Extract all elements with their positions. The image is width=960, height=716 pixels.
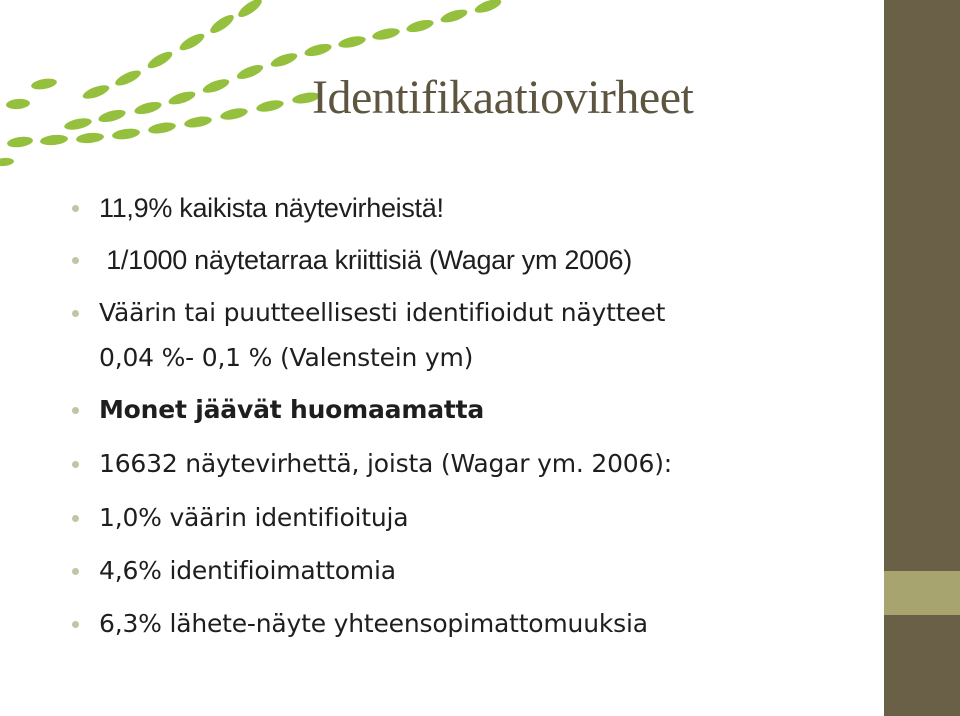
- bullet-text: Väärin tai puutteellisesti identifioidut näytteet: [99, 298, 666, 327]
- bullet-text: 16632 näytevirhettä, joista (Wagar ym. 2006):: [99, 449, 672, 478]
- bullet-dot-icon: [72, 205, 79, 212]
- slide-title: Identifikaatiovirheet: [312, 71, 694, 124]
- bullet-text: 1,0% väärin identifioituja: [99, 503, 409, 532]
- bullet-text: 6,3% lähete-näyte yhteensopimattomuuksia: [99, 609, 648, 638]
- bullet-dot-icon: [72, 515, 79, 522]
- bullet-text: 0,04 %- 0,1 % (Valenstein ym): [99, 343, 474, 372]
- bullet-dot-icon: [72, 257, 79, 264]
- bullet-text: 4,6% identifioimattomia: [99, 556, 396, 585]
- bullet-dot-icon: [72, 621, 79, 628]
- bullet-dot-icon: [72, 568, 79, 575]
- bullet-dot-icon: [72, 310, 79, 317]
- bullet-text: Monet jäävät huomaamatta: [99, 395, 485, 424]
- right-sidebar-stripe: [884, 571, 960, 615]
- bullet-text: 11,9% kaikista näytevirheistä!: [99, 193, 444, 223]
- bullet-text: 1/1000 näytetarraa kriittisiä (Wagar ym 2006): [99, 245, 632, 275]
- bullet-dot-icon: [72, 461, 79, 468]
- bullet-dot-icon: [72, 407, 79, 414]
